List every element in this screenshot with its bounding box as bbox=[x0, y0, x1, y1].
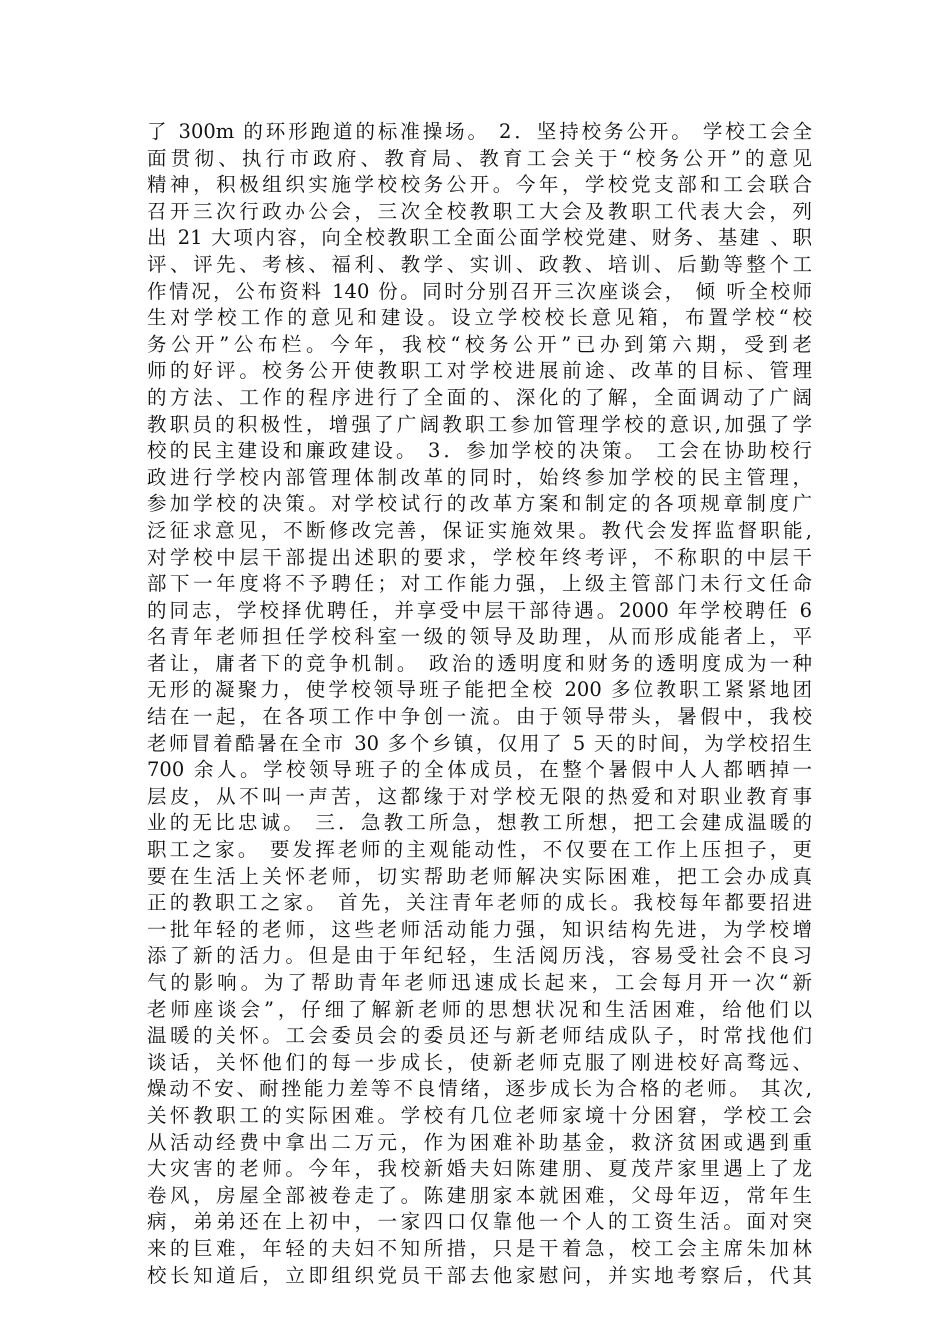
text-line: 老师冒着酷暑在全市 30 多个乡镇，仅用了 5 天的时间，为学校招生 bbox=[147, 731, 812, 755]
text-line: 名青年老师担任学校科室一级的领导及助理，从而形成能者上，平 bbox=[147, 625, 812, 649]
text-line: 评、评先、考核、福利、教学、实训、政教、培训、后勤等整个工 bbox=[147, 252, 812, 276]
text-line: 卷风，房屋全部被卷走了。陈建朋家本就困难，父母年迈，常年生 bbox=[147, 1183, 812, 1207]
text-line: 参加学校的决策。对学校试行的改革方案和制定的各项规章制度广 bbox=[147, 492, 812, 516]
text-line: 大灾害的老师。今年，我校新婚夫妇陈建朋、夏茂芹家里遇上了龙 bbox=[147, 1157, 812, 1181]
text-line: 谈话，关怀他们的每一步成长，使新老师克服了刚进校好高骛远、 bbox=[147, 1050, 812, 1074]
text-line: 部下一年度将不予聘任；对工作能力强，上级主管部门未行文任命 bbox=[147, 572, 812, 596]
text-line: 作情况，公布资料 140 份。同时分别召开三次座谈会， 倾 听全校师 bbox=[147, 279, 812, 303]
text-line: 召开三次行政办公会，三次全校教职工大会及教职工代表大会，列 bbox=[147, 199, 812, 223]
text-line: 的同志，学校择优聘任，并享受中层干部待遇。2000 年学校聘任 6 bbox=[147, 598, 812, 622]
text-line: 温暖的关怀。工会委员会的委员还与新老师结成队子，时常找他们 bbox=[147, 1024, 812, 1048]
text-line: 教职员的积极性，增强了广阔教职工参加管理学校的意识,加强了学 bbox=[147, 412, 812, 436]
text-line: 来的巨难，年轻的夫妇不知所措，只是干着急，校工会主席朱加林 bbox=[147, 1236, 812, 1260]
text-line: 政进行学校内部管理体制改革的同时，始终参加学校的民主管理， bbox=[147, 465, 812, 489]
text-line: 泛征求意见，不断修改完善，保证实施效果。教代会发挥监督职能, bbox=[147, 518, 812, 542]
text-line: 从活动经费中拿出二万元，作为困难补助基金，救济贫困或遇到重 bbox=[147, 1130, 812, 1154]
text-line: 无形的凝聚力，使学校领导班子能把全校 200 多位教职工紧紧地团 bbox=[147, 678, 812, 702]
text-line: 气的影响。为了帮助青年老师迅速成长起来，工会每月开一次“新 bbox=[147, 971, 812, 994]
text-line: 校的民主建设和廉政建设。 3．参加学校的决策。 工会在协助校行 bbox=[147, 439, 812, 463]
text-line: 了 300m 的环形跑道的标准操场。 2．坚持校务公开。 学校工会全 bbox=[147, 120, 812, 143]
text-line: 正的教职工之家。 首先，关注青年老师的成长。我校每年都要招进 bbox=[147, 891, 812, 915]
body-text bbox=[147, 119, 812, 1289]
text-line: 职工之家。 要发挥老师的主观能动性，不仅要在工作上压担子，更 bbox=[147, 838, 812, 862]
text-line: 校长知道后，立即组织党员干部去他家慰问，并实地考察后，代其 bbox=[147, 1263, 812, 1287]
text-line: 层皮，从不叫一声苦，这都缘于对学校无限的热爱和对职业教育事 bbox=[147, 784, 812, 808]
text-line: 关怀教职工的实际困难。学校有几位老师家境十分困窘，学校工会 bbox=[147, 1103, 812, 1127]
text-line: 对学校中层干部提出述职的要求，学校年终考评，不称职的中层干 bbox=[147, 545, 812, 569]
text-line: 面贯彻、执行市政府、教育局、教育工会关于“校务公开”的意见 bbox=[147, 146, 812, 170]
text-line: 出 21 大项内容，向全校教职工全面公面学校党建、财务、基建 、职 bbox=[147, 226, 812, 250]
text-line: 师的好评。校务公开使教职工对学校进展前途、改革的目标、管理 bbox=[147, 359, 812, 383]
text-line: 病，弟弟还在上初中，一家四口仅靠他一个人的工资生活。面对突 bbox=[147, 1210, 812, 1234]
text-line: 老师座谈会”，仔细了解新老师的思想状况和生活困难，给他们以 bbox=[147, 997, 812, 1021]
text-line: 700 余人。学校领导班子的全体成员，在整个暑假中人人都晒掉一 bbox=[147, 758, 812, 782]
text-line: 要在生活上关怀老师，切实帮助老师解决实际困难，把工会办成真 bbox=[147, 864, 812, 888]
text-line: 业的无比忠诚。 三．急教工所急，想教工所想，把工会建成温暖的 bbox=[147, 811, 812, 835]
text-line: 的方法、工作的程序进行了全面的、深化的了解，全面调动了广阔 bbox=[147, 385, 812, 409]
text-line: 燥动不安、耐挫能力差等不良情绪，逐步成长为合格的老师。 其次, bbox=[147, 1077, 812, 1101]
text-line: 精神，积极组织实施学校校务公开。今年，学校党支部和工会联合 bbox=[147, 173, 812, 197]
text-line: 务公开”公布栏。今年，我校“校务公开”已办到第六期，受到老 bbox=[147, 332, 812, 356]
text-line: 者让，庸者下的竞争机制。 政治的透明度和财务的透明度成为一种 bbox=[147, 651, 812, 675]
text-line: 添了新的活力。但是由于年纪轻，生活阅历浅，容易受社会不良习 bbox=[147, 944, 812, 968]
text-line: 结在一起，在各项工作中争创一流。由于领导带头，暑假中，我校 bbox=[147, 705, 812, 729]
text-line: 生对学校工作的意见和建设。设立学校校长意见箱，布置学校“校 bbox=[147, 306, 812, 330]
text-line: 一批年轻的老师，这些老师活动能力强，知识结构先进，为学校增 bbox=[147, 917, 812, 941]
